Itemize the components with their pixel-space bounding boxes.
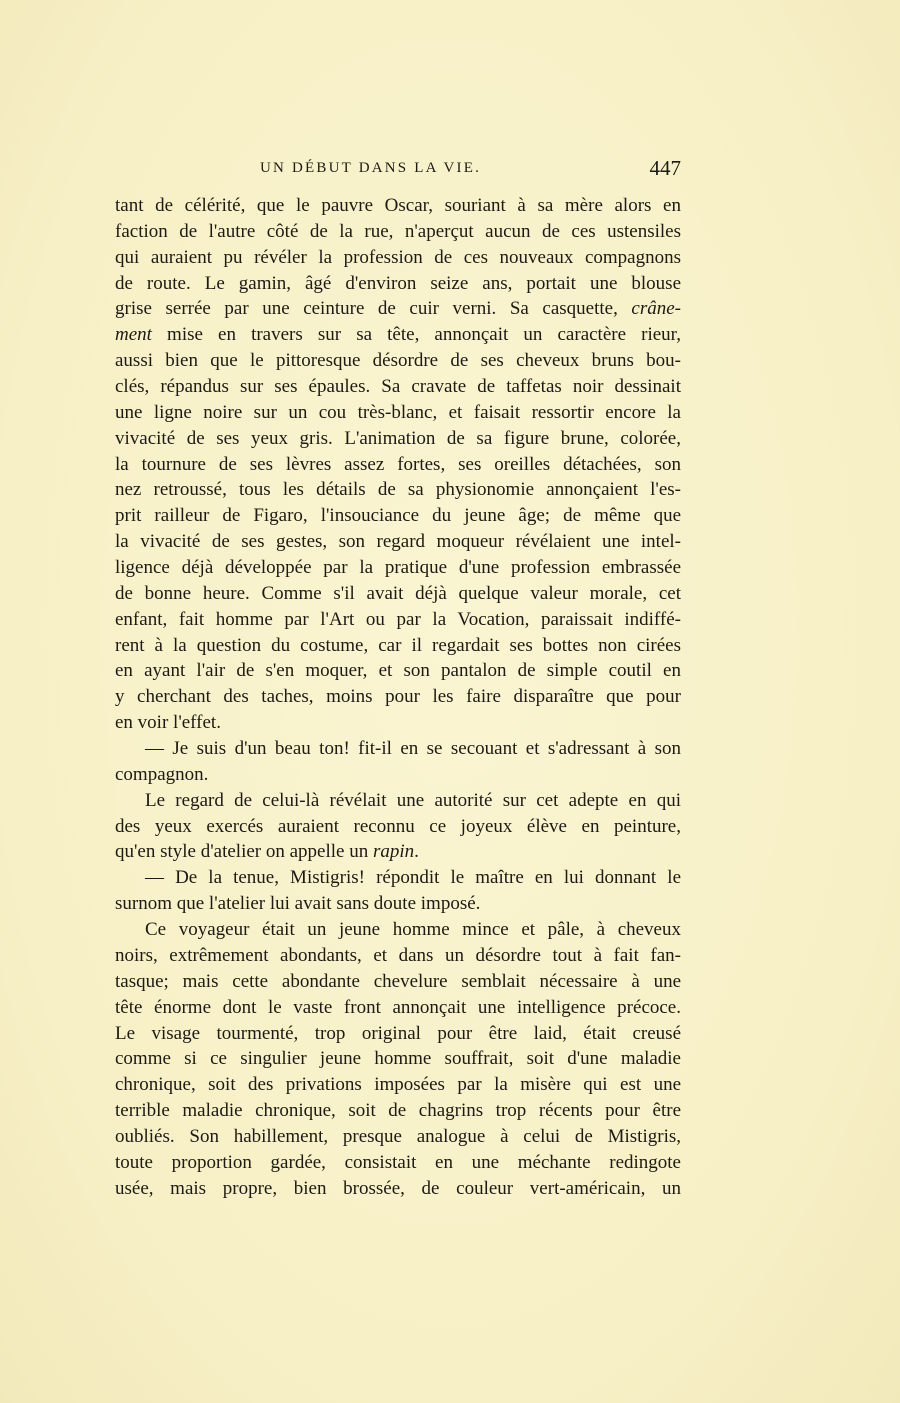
text-line — [115, 684, 681, 710]
line-text: aussi bien que le pittoresque désordre de ses cheveux bruns bou- — [115, 350, 681, 372]
text-line — [115, 322, 681, 348]
text-line — [115, 581, 681, 607]
page-number: 447 — [649, 156, 681, 180]
text-line — [115, 710, 681, 736]
text-line — [115, 736, 681, 762]
line-text: terrible maladie chronique, soit de chagrins trop récents pour être — [115, 1100, 681, 1122]
line-text: Le regard de celui-là révélait une autorité sur cet adepte en qui — [145, 789, 681, 811]
line-text: tant de célérité, que le pauvre Oscar, souriant à sa mère alors en — [115, 195, 681, 216]
text-line — [115, 348, 681, 374]
line-text-after: mise en travers sur sa tête, annonçait un caractère rieur, — [151, 324, 681, 346]
line-text: la tournure de ses lèvres assez fortes, ses oreilles détachées, son — [115, 453, 681, 475]
text-line — [115, 1124, 681, 1150]
text-line — [115, 865, 681, 891]
text-line — [115, 555, 681, 581]
text-line — [115, 839, 681, 865]
line-text: vivacité de ses yeux gris. L'animation de sa figure brune, colorée, — [115, 427, 681, 449]
text-line — [115, 193, 681, 219]
italic-text: crâne- — [631, 298, 681, 320]
line-text: Ce voyageur était un jeune homme mince et pâle, à cheveux — [145, 919, 681, 941]
running-header — [115, 158, 681, 184]
line-text: tête énorme dont le vaste front annonçait une intelligence précoce. — [115, 996, 681, 1018]
line-text: compagnon. — [115, 763, 209, 785]
line-text: en voir l'effet. — [115, 712, 221, 734]
text-line — [115, 1176, 681, 1202]
line-text: comme si ce singulier jeune homme souffrait, soit d'une maladie — [115, 1048, 681, 1070]
line-text: clés, répandus sur ses épaules. Sa cravate de taffetas noir dessinait — [115, 376, 681, 398]
text-line — [115, 1046, 681, 1072]
italic-text: ment — [115, 324, 152, 346]
text-line — [115, 969, 681, 995]
text-line — [115, 1098, 681, 1124]
text-line — [115, 1072, 681, 1098]
text-line — [115, 296, 681, 322]
text-line — [115, 891, 681, 917]
line-text: Le visage tourmenté, trop original pour être laid, était creusé — [115, 1022, 681, 1044]
text-line — [115, 1021, 681, 1047]
line-text: ligence déjà développée par la pratique d'une profession embrassée — [115, 557, 681, 579]
line-text: oubliés. Son habillement, presque analogue à celui de Mistigris, — [115, 1125, 681, 1147]
text-line — [115, 814, 681, 840]
text-line — [115, 943, 681, 969]
line-text: en ayant l'air de s'en moquer, et son pantalon de simple coutil en — [115, 660, 681, 682]
running-title: UN DÉBUT DANS LA VIE. — [260, 160, 482, 176]
text-line — [115, 477, 681, 503]
line-text: toute proportion gardée, consistait en une méchante redingote — [115, 1151, 681, 1173]
text-line — [115, 995, 681, 1021]
text-line — [115, 245, 681, 271]
text-line — [115, 374, 681, 400]
line-text: de route. Le gamin, âgé d'environ seize ans, portait une blouse — [115, 272, 681, 294]
text-line — [115, 426, 681, 452]
text-line — [115, 452, 681, 478]
line-text-after: . — [414, 841, 419, 863]
line-text: qu'en style d'atelier on appelle un — [115, 841, 373, 863]
italic-text: rapin — [372, 841, 415, 863]
line-text: faction de l'autre côté de la rue, n'aperçut aucun de ces ustensiles — [115, 220, 681, 242]
line-text: prit railleur de Figaro, l'insouciance du jeune âge; de même que — [115, 505, 681, 527]
line-text: la vivacité de ses gestes, son regard moqueur révélaient une intel- — [115, 531, 681, 553]
line-text: — Je suis d'un beau ton! fit-il en se secouant et s'adressant à son — [145, 738, 681, 760]
line-text: de bonne heure. Comme s'il avait déjà quelque valeur morale, cet — [115, 582, 681, 604]
body-text — [115, 193, 681, 1202]
line-text: nez retroussé, tous les détails de sa physionomie annonçaient l'es- — [115, 479, 681, 501]
line-text: une ligne noire sur un cou très-blanc, et faisait ressortir encore la — [115, 401, 681, 423]
text-line — [115, 271, 681, 297]
text-line — [115, 1150, 681, 1176]
text-line — [115, 219, 681, 245]
text-line — [115, 658, 681, 684]
text-line — [115, 633, 681, 659]
text-line — [115, 607, 681, 633]
line-text: qui auraient pu révéler la profession de ces nouveaux compagnons — [115, 246, 681, 268]
line-text: rent à la question du costume, car il regardait ses bottes non cirées — [115, 634, 681, 656]
text-line — [115, 529, 681, 555]
text-line — [115, 503, 681, 529]
line-text: enfant, fait homme par l'Art ou par la Vocation, paraissait indiffé- — [115, 608, 681, 630]
line-text: noirs, extrêmement abondants, et dans un désordre tout à fait fan- — [115, 944, 681, 966]
text-line — [115, 762, 681, 788]
line-text: grise serrée par une ceinture de cuir verni. Sa casquette, — [115, 298, 632, 320]
text-line — [115, 917, 681, 943]
line-text: tasque; mais cette abondante chevelure semblait nécessaire à une — [115, 970, 681, 992]
line-text: y cherchant des taches, moins pour les faire disparaître que pour — [115, 686, 681, 708]
line-text: surnom que l'atelier lui avait sans doute imposé. — [115, 893, 481, 915]
text-line — [115, 788, 681, 814]
text-line — [115, 400, 681, 426]
line-text: chronique, soit des privations imposées par la misère qui est une — [115, 1074, 681, 1096]
line-text: usée, mais propre, bien brossée, de couleur vert-américain, un — [115, 1177, 681, 1199]
line-text: des yeux exercés auraient reconnu ce joyeux élève en peinture, — [115, 815, 681, 837]
line-text: — De la tenue, Mistigris! répondit le maître en lui donnant le — [145, 867, 681, 889]
